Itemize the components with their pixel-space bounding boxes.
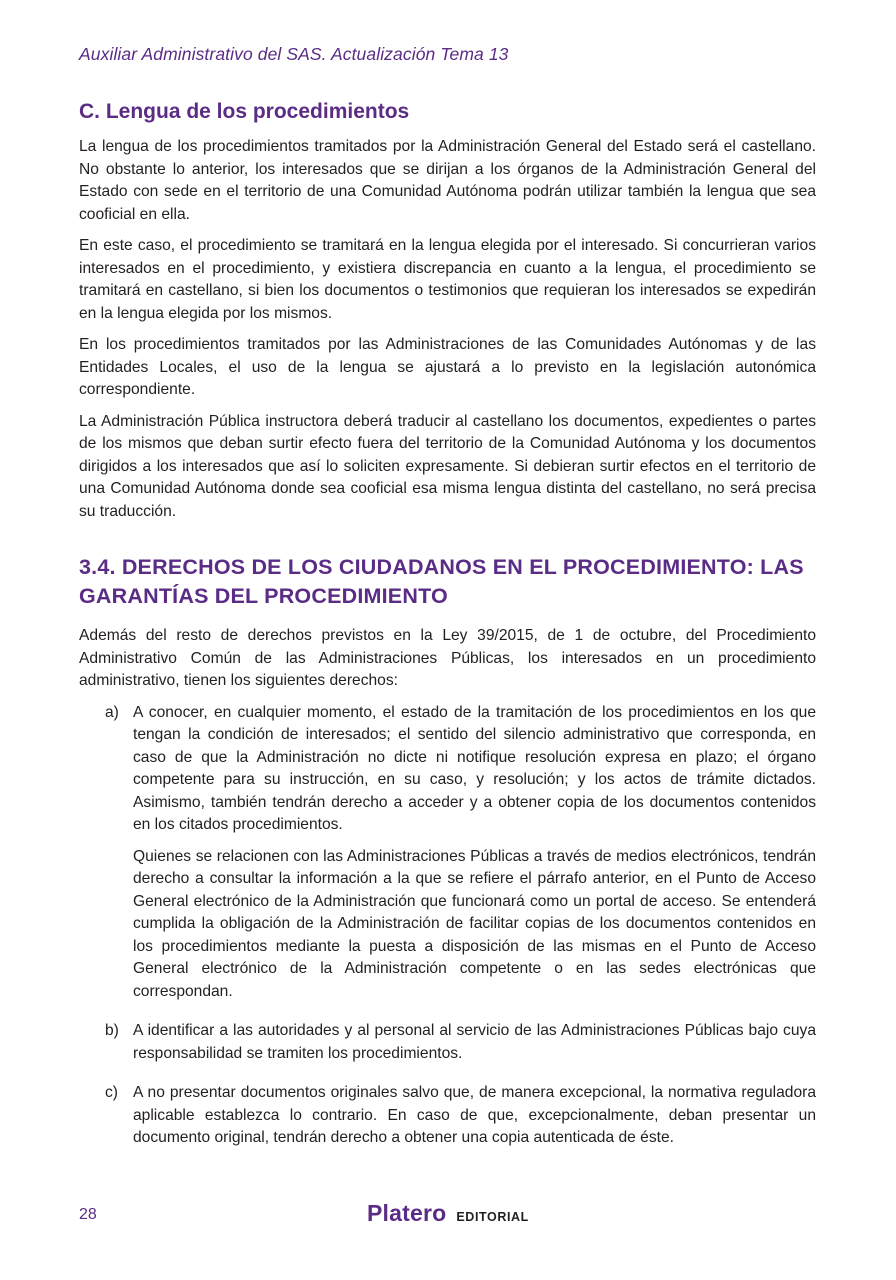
list-marker: a) [105, 703, 119, 721]
section-title: 3.4. DERECHOS DE LOS CIUDADANOS EN EL PROCEDIMIENTO: LAS GARANTÍAS DEL PROCEDIMIENTO [79, 555, 804, 608]
paragraph: La lengua de los procedimientos tramitados por la Administración General del Estado será el castellano. No obstante lo anterior, los interesados que se dirijan a los órganos de la Administración General del Estado con sede en el territorio de una Comunidad Autónoma podrán utilizar también la lengua que sea cooficial en ella. [79, 138, 816, 223]
list-item-body [133, 1082, 816, 1159]
paragraph: La Administración Pública instructora deberá traducir al castellano los documentos, expedientes o partes de los mismos que deban surtir efecto fuera del territorio de la Comunidad Autónoma y los documentos dirigidos a los interesados que así lo soliciten expresamente. Si debieran surtir efectos en el territorio de una Comunidad Autónoma donde sea cooficial esa misma lengua distinta del castellano, no será precisa su traducción. [79, 412, 816, 520]
list-item-body [133, 702, 816, 1013]
running-header: Auxiliar Administrativo del SAS. Actualización Tema 13 [79, 44, 509, 64]
paragraph: En este caso, el procedimiento se tramitará en la lengua elegida por el interesado. Si concurrieran varios interesados en el procedimiento, y existiera discrepancia en cuanto a la lengua, el procedimiento se tramitará en castellano, si bien los documentos o testimonios que requieran los interesados se expedirán en la lengua elegida por los mismos. [79, 237, 816, 322]
list-item [79, 1020, 816, 1074]
list-item-paragraph: A conocer, en cualquier momento, el estado de la tramitación de los procedimientos en los que tengan la condición de interesados; el sentido del silencio administrativo que corresponda, en caso de que la Administración no dicte ni notifique resolución expresa en plazo; el órgano competente para su instrucción, en su caso, y resolución; y los actos de trámite dictados. Asimismo, también tendrán derecho a acceder y a obtener copia de los documentos contenidos en los citados procedimientos. [133, 703, 816, 833]
list-marker: c) [105, 1084, 118, 1101]
rights-list [79, 702, 816, 1159]
publisher-subtitle: EDITORIAL [456, 1210, 529, 1224]
list-item-paragraph: A no presentar documentos originales salvo que, de manera excepcional, la normativa reguladora aplicable establezca lo contrario. En caso de que, excepcionalmente, deban presentar un documento original, tendrán derecho a obtener una copia autenticada de éste. [133, 1084, 816, 1146]
list-item-body [133, 1020, 816, 1074]
list-item-paragraph: A identificar a las autoridades y al personal al servicio de las Administraciones Públicas bajo cuya responsabilidad se tramiten los procedimientos. [133, 1022, 816, 1062]
list-item [79, 1082, 816, 1159]
list-marker: b) [105, 1022, 119, 1039]
subsection-title: C. Lengua de los procedimientos [79, 100, 410, 123]
publisher-name: Platero [367, 1200, 447, 1226]
paragraph: En los procedimientos tramitados por las Administraciones de las Comunidades Autónomas y de las Entidades Locales, el uso de la lengua se ajustará a lo previsto en la legislación autonómica correspondiente. [79, 336, 816, 398]
list-item [79, 702, 816, 1013]
publisher-logo [367, 1200, 529, 1227]
section-intro: Además del resto de derechos previstos en la Ley 39/2015, de 1 de octubre, del Procedimiento Administrativo Común de las Administraciones Públicas, los interesados en un procedimiento administrativo, tienen los siguientes derechos: [79, 627, 816, 689]
list-item-paragraph: Quienes se relacionen con las Administraciones Públicas a través de medios electrónicos, tendrán derecho a consultar la información a la que se refiere el párrafo anterior, en el Punto de Acceso General electrónico de la Administración que funcionará como un portal de acceso. Se entenderá cumplida la obligación de la Administración de facilitar copias de los documentos contenidos en los procedimientos mediante la puesta a disposición de las mismas en el Punto de Acceso General electrónico de la Administración competente o en las sedes electrónicas que correspondan. [133, 847, 816, 1000]
page-number: 28 [79, 1206, 97, 1223]
page-content [79, 100, 816, 1167]
